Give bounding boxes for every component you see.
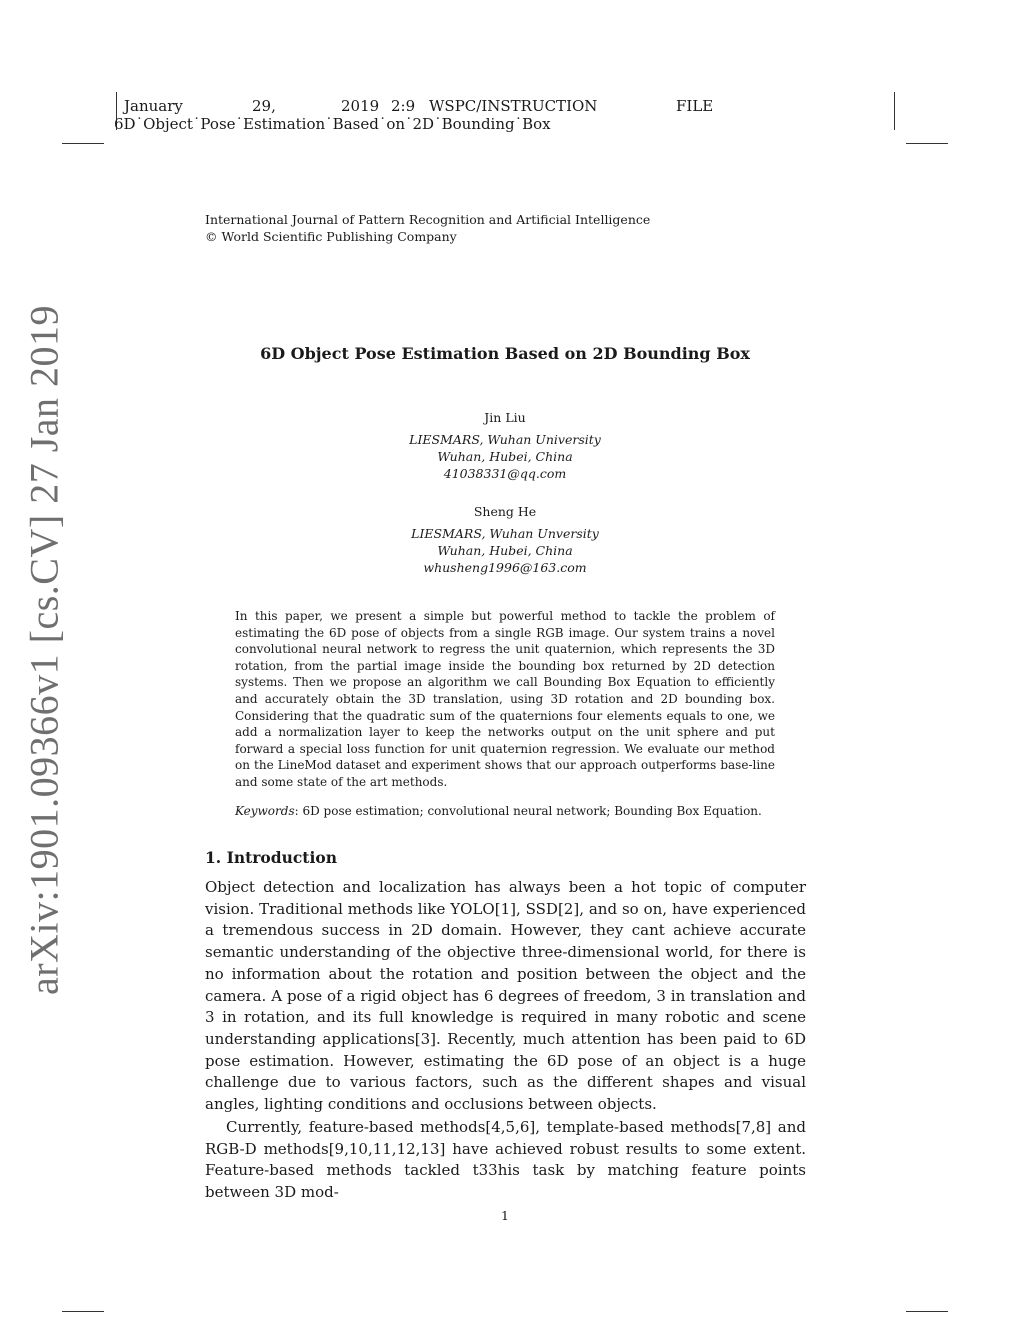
author-affiliation: LIESMARS, Wuhan Unversity bbox=[411, 526, 599, 541]
keywords-text: : 6D pose estimation; convolutional neural network; Bounding Box Equation. bbox=[294, 804, 762, 818]
abstract: In this paper, we present a simple but powerful method to tackle the problem of estimating the 6D pose of objects from a single RGB image. Our system trains a novel convolutional neural network to regress the unit quaternion, which represents the 3D rotation, from the partial image inside the bounding box returned by 2D detection systems. Then we propose an algorithm we call Bounding Box Equation to efficiently and accurately obtain the 3D translation, using 3D rotation and 2D bounding box. Considering that the quadratic sum of the quaternions four elements equals to one, we add a normalization layer to keep the networks output on the unit sphere and put forward a special loss function for unit quaternion regression. We evaluate our method on the LineMod dataset and experiment shows that our approach outperforms base-line and some state of the art methods. bbox=[235, 609, 775, 789]
header-file: FILE bbox=[676, 97, 714, 115]
crop-mark-top-right bbox=[894, 92, 895, 130]
section-heading: 1. Introduction bbox=[205, 848, 337, 867]
author-name: Sheng He bbox=[473, 504, 537, 519]
header-year: 2019 bbox=[341, 97, 380, 115]
body-paragraph-2: Currently, feature-based methods[4,5,6], template-based methods[7,8] and RGB-D methods[9,10,11,12,13] have achieved robust results to some extent. Feature-based methods tackled t33his task by matching feature points between 3D mod- bbox=[205, 1118, 806, 1202]
author-location: Wuhan, Hubei, China bbox=[437, 449, 573, 464]
publisher: © World Scientific Publishing Company bbox=[205, 229, 457, 244]
running-header-line1 bbox=[124, 97, 183, 115]
author-email[interactable]: 41038331@qq.com bbox=[443, 466, 567, 481]
crop-mark-bottom-left bbox=[62, 1311, 104, 1312]
running-header-line2: 6D˙Object˙Pose˙Estimation˙Based˙on˙2D˙Bounding˙Box bbox=[114, 115, 551, 133]
keywords bbox=[235, 804, 775, 818]
page-number: 1 bbox=[501, 1208, 509, 1223]
author-affiliation: LIESMARS, Wuhan University bbox=[409, 432, 601, 447]
crop-mark-top-left-h bbox=[62, 143, 104, 144]
journal-info bbox=[205, 211, 650, 245]
header-time: 2:9 bbox=[391, 97, 416, 115]
author-block-2 bbox=[0, 503, 1010, 576]
arxiv-stamp: arXiv:1901.09366v1 [cs.CV] 27 Jan 2019 bbox=[21, 304, 67, 996]
author-block-1 bbox=[0, 409, 1010, 482]
header-day: 29, bbox=[252, 97, 276, 115]
header-month: January bbox=[124, 97, 183, 115]
journal-name: International Journal of Pattern Recognition and Artificial Intelligence bbox=[205, 212, 651, 227]
author-name: Jin Liu bbox=[484, 410, 526, 425]
paper-title: 6D Object Pose Estimation Based on 2D Bounding Box bbox=[260, 344, 750, 363]
keywords-label: Keywords bbox=[235, 804, 295, 818]
header-wspc: WSPC/INSTRUCTION bbox=[429, 97, 598, 115]
author-location: Wuhan, Hubei, China bbox=[437, 543, 573, 558]
crop-mark-top-right-h bbox=[906, 143, 948, 144]
body-paragraph-1: Object detection and localization has always been a hot topic of computer vision. Traditional methods like YOLO[1], SSD[2], and so on, have experienced a tremendous success in 2D domain. However, they cant achieve accurate semantic understanding of the objective three-dimensional world, for there is no information about the rotation and position between the object and the camera. A pose of a rigid object has 6 degrees of freedom, 3 in translation and 3 in rotation, and its full knowledge is required in many robotic and scene understanding applications[3]. Recently, much attention has been paid to 6D pose estimation. However, estimating the 6D pose of an object is a huge challenge due to various factors, such as the different shapes and visual angles, lighting conditions and occlusions between objects. bbox=[205, 878, 806, 1114]
author-email[interactable]: whusheng1996@163.com bbox=[423, 560, 587, 575]
crop-mark-bottom-right bbox=[906, 1311, 948, 1312]
